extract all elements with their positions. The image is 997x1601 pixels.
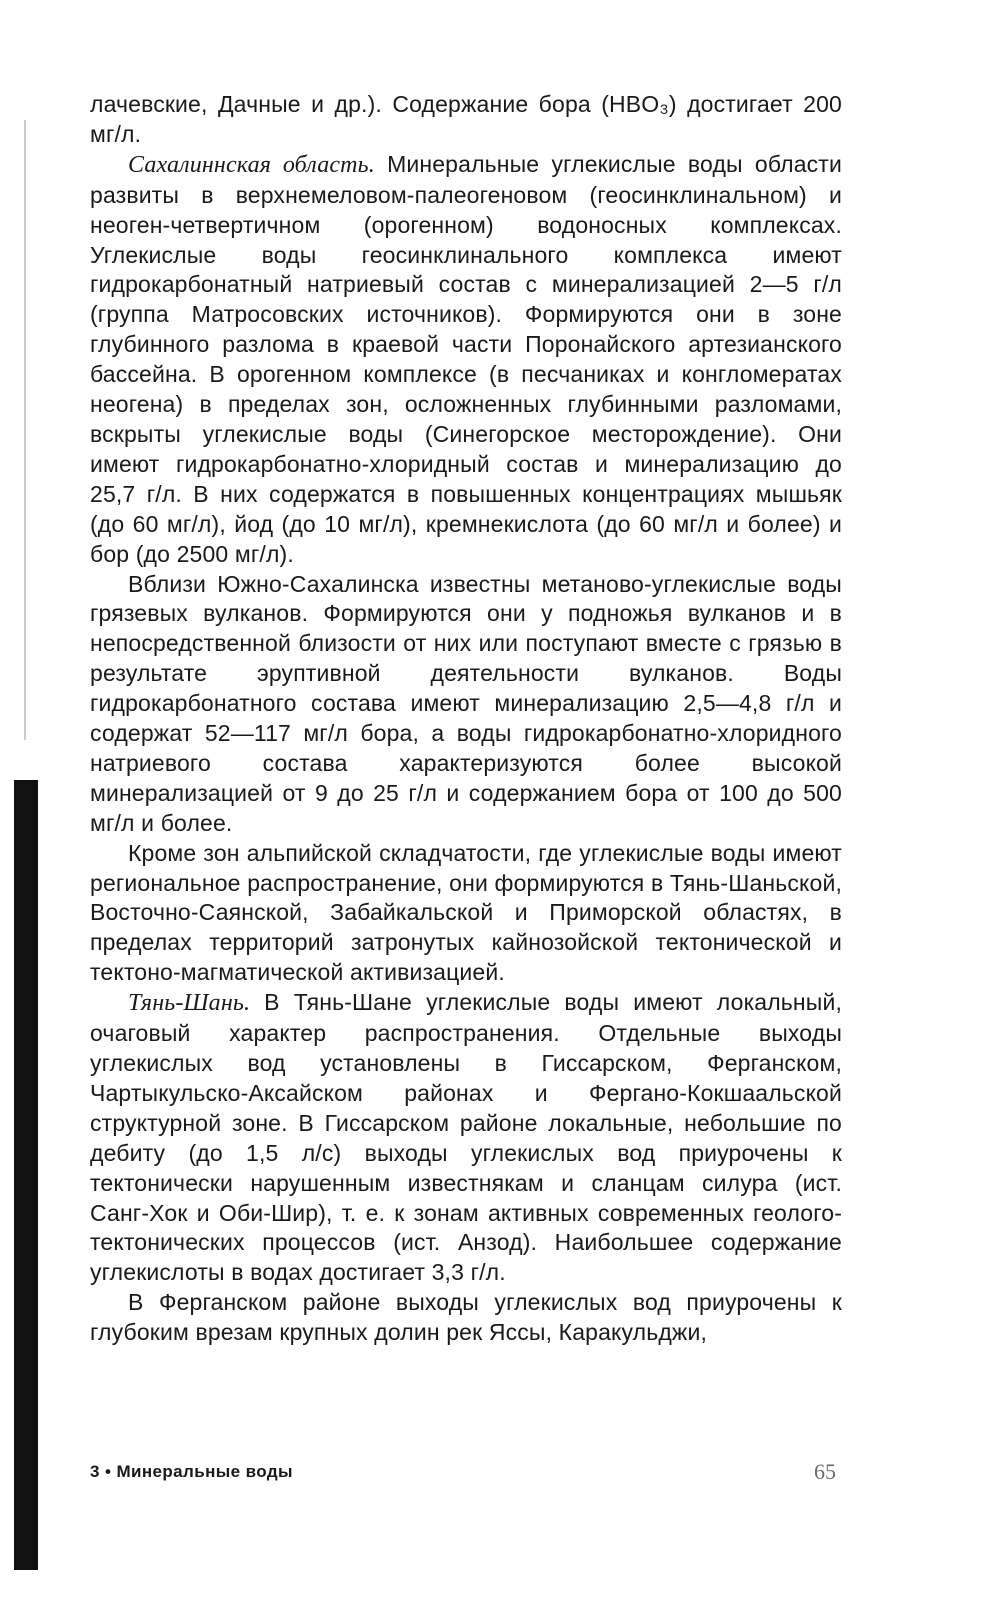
paragraph-alpine-text: Кроме зон альпийской складчатости, где углекислые воды имеют региональное распространение, они формируются в Тянь-Шаньской, Восточно-Саянской, Забайкальской и Приморской областях, в пределах территорий затронутых кайнозойской тектонической и тектоно-магматической активизацией. bbox=[90, 839, 842, 986]
paragraph-tien-shan bbox=[90, 988, 842, 1288]
paragraph-mud-volcanoes-text: Вблизи Южно-Сахалинска известны метаново-углекислые воды грязевых вулканов. Формируются они у подножья вулканов и в непосредственной близости от них или поступают вместе с грязью в результате эруптивной деятельности вулканов. Воды гидрокарбонатного состава имеют минерализацию 2,5—4,8 г/л и содержат 52—117 мг/л бора, а воды гидрокарбонатно-хлоридного натриевого состава характеризуются более высокой минерализацией от 9 до 25 г/л и содержанием бора от 100 до 500 мг/л и более. bbox=[90, 570, 842, 836]
paragraph-fergana-text: В Ферганском районе выходы углекислых вод приурочены к глубоким врезам крупных долин рек Яссы, Каракульджи, bbox=[90, 1289, 842, 1346]
footer-signature: 3 • Минеральные воды bbox=[90, 1462, 293, 1481]
section-heading-sakhalin: Сахалиннская область. bbox=[128, 151, 375, 178]
paragraph-alpine bbox=[90, 839, 842, 989]
paragraph-mud-volcanoes bbox=[90, 570, 842, 839]
paragraph-1-text: лачевские, Дачные и др.). Содержание бора (HBO₃) достигает 200 мг/л. bbox=[90, 91, 842, 147]
section-heading-tien-shan: Тянь-Шань. bbox=[128, 990, 251, 1017]
scan-binding-edge bbox=[14, 780, 38, 1570]
page-footer bbox=[90, 1459, 842, 1492]
paragraph-fergana bbox=[90, 1288, 842, 1348]
paragraph-sakhalin bbox=[90, 150, 842, 570]
scan-edge-thin bbox=[24, 120, 26, 740]
page-body bbox=[90, 90, 842, 1348]
paragraph-sakhalin-text: Минеральные углекислые воды области развиты в верхнемеловом-палеогеновом (геосинклинальном) и неоген-четвертичном (орогенном) водоносных комплексах. Углекислые воды геосинклинального комплекса имеют гидрокарбонатный натриевый состав с минерализацией 2—5 г/л (группа Матросовских источников). Формируются они в зоне глубинного разлома в краевой части Поронайского артезианского бассейна. В орогенном комплексе (в песчаниках и конгломератах неогена) в пределах зон, осложненных глубинными разломами, вскрыты углекислые воды (Синегорское месторождение). Они имеют гидрокарбонатно-хлоридный состав и минерализацию до 25,7 г/л. В них содержатся в повышенных концентрациях мышьяк (до 60 мг/л), йод (до 10 мг/л), кремнекислота (до 60 мг/л и более) и бор (до 2500 мг/л). bbox=[90, 150, 842, 567]
paragraph-1 bbox=[90, 90, 842, 150]
paragraph-tien-shan-text: В Тянь-Шане углекислые воды имеют локальный, очаговый характер распространения. Отдельные выходы углекислых вод установлены в Гиссарском, Ферганском, Чартыкульско-Аксайском районах и Фергано-Кокшаальской структурной зоне. В Гиссарском районе локальные, небольшие по дебиту (до 1,5 л/с) выходы углекислых вод приурочены к тектонически нарушенным известнякам и сланцам силура (ист. Санг-Хок и Оби-Шир), т. е. к зонам активных современных геолого-тектонических процессов (ист. Анзод). Наибольшее содержание углекислоты в водах достигает 3,3 г/л. bbox=[90, 989, 842, 1286]
page-number: 65 bbox=[814, 1459, 836, 1484]
